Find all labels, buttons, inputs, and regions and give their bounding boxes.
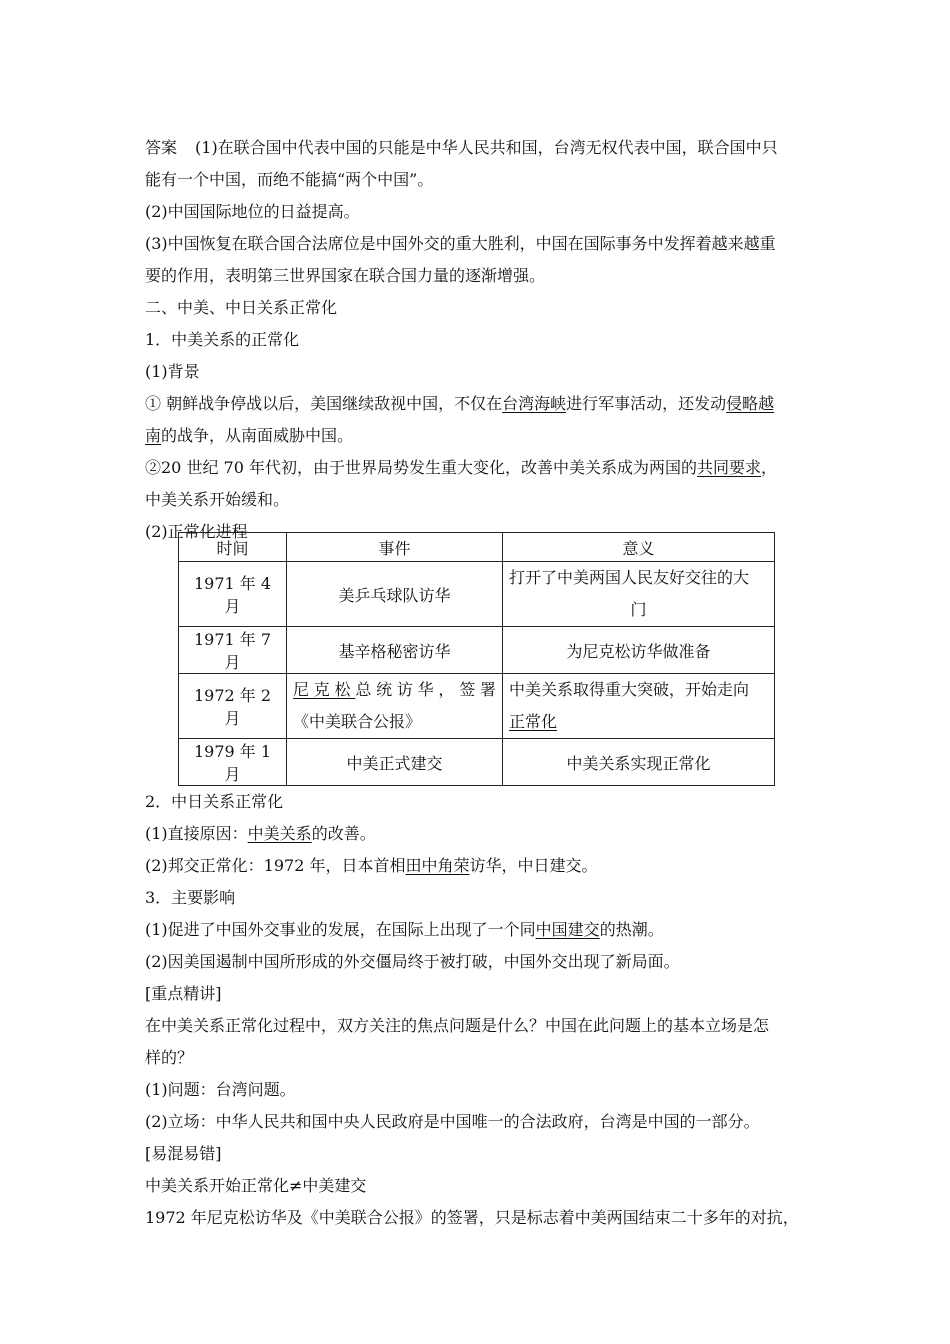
impact-item-1: (1)促进了中国外交事业的发展，在国际上出现了一个同中国建交的热潮。 bbox=[145, 920, 664, 939]
focus-question-cont: 样的？ bbox=[145, 1048, 194, 1067]
subheading-jp-relations: 2．中日关系正常化 bbox=[145, 792, 284, 811]
focus-answer-1: (1)问题：台湾问题。 bbox=[145, 1080, 296, 1099]
background-label: (1)背景 bbox=[145, 362, 200, 381]
underlined-term: 田中角荣 bbox=[405, 856, 470, 875]
focus-label: [重点精讲] bbox=[145, 984, 222, 1003]
table-cell: 基辛格秘密访华 bbox=[287, 627, 503, 674]
table-row bbox=[179, 627, 775, 674]
jp-item-2: (2)邦交正常化：1972 年，日本首相田中角荣访华，中日建交。 bbox=[145, 856, 598, 875]
answer-label: 答案 bbox=[145, 138, 178, 157]
confusion-label: [易混易错] bbox=[145, 1144, 222, 1163]
table-header: 事件 bbox=[287, 533, 503, 562]
jp-item-1: (1)直接原因：中美关系的改善。 bbox=[145, 824, 376, 843]
answer-line-5: 要的作用，表明第三世界国家在联合国力量的逐渐增强。 bbox=[145, 266, 546, 285]
focus-answer-2: (2)立场：中华人民共和国中央人民政府是中国唯一的合法政府，台湾是中国的一部分。 bbox=[145, 1112, 760, 1131]
answer-line-3: (2)中国国际地位的日益提高。 bbox=[145, 202, 360, 221]
table-cell: 1972 年 2 月 bbox=[179, 674, 287, 739]
underlined-term: 南 bbox=[145, 426, 162, 445]
underlined-term: 侵略越 bbox=[726, 394, 775, 413]
table-cell: 为尼克松访华做准备 bbox=[503, 627, 775, 674]
underlined-term: 中国建交 bbox=[535, 920, 600, 939]
answer-line-1 bbox=[145, 132, 813, 164]
table-cell: 1971 年 4 月 bbox=[179, 562, 287, 627]
underlined-term: 中美关系 bbox=[247, 824, 312, 843]
section-heading: 二、中美、中日关系正常化 bbox=[145, 298, 338, 317]
answer-line-2: 能有一个中国，而绝不能搞“两个中国”。 bbox=[145, 170, 434, 189]
answer-text: (1)在联合国中代表中国的只能是中华人民共和国，台湾无权代表中国，联合国中只 bbox=[195, 138, 778, 157]
underlined-term: 尼克松 bbox=[293, 680, 356, 699]
table-cell: 中美正式建交 bbox=[287, 739, 503, 786]
confusion-text: 1972 年尼克松访华及《中美联合公报》的签署，只是标志着中美两国结束二十多年的对抗， bbox=[145, 1208, 799, 1227]
normalization-table bbox=[178, 532, 775, 786]
impact-item-2: (2)因美国遏制中国所形成的外交僵局终于被打破，中国外交出现了新局面。 bbox=[145, 952, 680, 971]
table-cell: 美乒乓球队访华 bbox=[287, 562, 503, 627]
subheading-impact: 3．主要影响 bbox=[145, 888, 236, 907]
table-row bbox=[179, 739, 775, 786]
document-page bbox=[145, 132, 813, 1234]
subheading-us-relations: 1．中美关系的正常化 bbox=[145, 330, 300, 349]
confusion-title: 中美关系开始正常化≠中美建交 bbox=[145, 1176, 367, 1195]
background-item-2-cont: 中美关系开始缓和。 bbox=[145, 490, 290, 509]
table-header: 时间 bbox=[179, 533, 287, 562]
background-item-2: ②20 世纪 70 年代初，由于世界局势发生重大变化，改善中美关系成为两国的共同要求， bbox=[145, 458, 778, 477]
process-label: (2)正常化进程 bbox=[145, 522, 248, 541]
table-cell: 中美关系取得重大突破，开始走向 正常化 bbox=[503, 674, 775, 739]
table-cell: 1971 年 7 月 bbox=[179, 627, 287, 674]
table-cell: 中美关系实现正常化 bbox=[503, 739, 775, 786]
table-header-row bbox=[179, 533, 775, 562]
background-item-1-cont: 南的战争，从南面威胁中国。 bbox=[145, 426, 354, 445]
table-cell: 1979 年 1 月 bbox=[179, 739, 287, 786]
table-row bbox=[179, 674, 775, 739]
background-item-1: ① 朝鲜战争停战以后，美国继续敌视中国，不仅在台湾海峡进行军事活动，还发动侵略越 bbox=[145, 394, 775, 413]
table-cell: 打开了中美两国人民友好交往的大 门 bbox=[503, 562, 775, 627]
table-header: 意义 bbox=[503, 533, 775, 562]
answer-line-4: (3)中国恢复在联合国合法席位是中国外交的重大胜利，中国在国际事务中发挥着越来越重 bbox=[145, 234, 776, 253]
table-cell: 尼克松总统访华，签署 《中美联合公报》 bbox=[287, 674, 503, 739]
focus-question: 在中美关系正常化过程中，双方关注的焦点问题是什么？中国在此问题上的基本立场是怎 bbox=[145, 1016, 770, 1035]
table-row bbox=[179, 562, 775, 627]
underlined-term: 正常化 bbox=[509, 712, 558, 731]
underlined-term: 台湾海峡 bbox=[502, 394, 567, 413]
underlined-term: 共同要求 bbox=[696, 458, 761, 477]
